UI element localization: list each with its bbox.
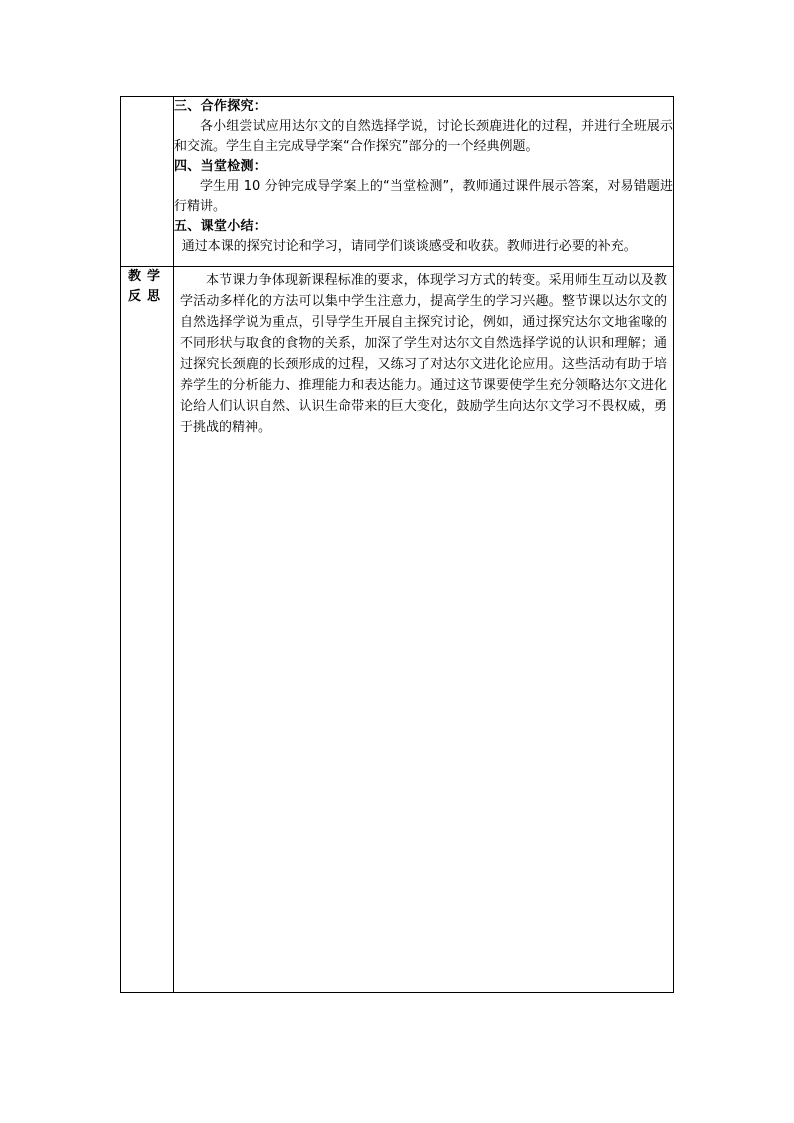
section-4-title: 四、当堂检测：	[174, 159, 268, 174]
teaching-process-row	[121, 97, 674, 267]
process-content-cell	[174, 97, 674, 267]
reflection-label-line2: 反思	[127, 289, 166, 304]
section-3-title: 三、合作探究：	[174, 99, 268, 114]
section-5-text: 通过本课的探究讨论和学习，请同学们谈谈感受和收获。教师进行必要的补充。	[181, 239, 637, 254]
section-4-text: 学生用 10 分钟完成导学案上的“当堂检测”，教师通过课件展示答案，对易错题进行精讲。	[174, 179, 673, 214]
section-5-title: 五、课堂小结：	[174, 219, 268, 234]
lesson-plan-table	[120, 96, 674, 993]
reflection-label-cell	[121, 267, 174, 993]
teaching-reflection-row	[121, 267, 674, 993]
process-label-cell	[121, 97, 174, 267]
reflection-content-cell	[174, 267, 674, 993]
reflection-label-line1: 教学	[127, 269, 166, 284]
reflection-text: 本节课力争体现新课程标准的要求，体现学习方式的转变。采用师生互动以及教学活动多样化的方法可以集中学生注意力，提高学生的学习兴趣。整节课以达尔文的自然选择学说为重点，引导学生开展自主探究讨论，例如，通过探究达尔文地雀喙的不同形状与取食的食物的关系，加深了学生对达尔文自然选择学说的认识和理解；通过探究长颈鹿的长颈形成的过程，又练习了对达尔文进化论应用。这些活动有助于培养学生的分析能力、推理能力和表达能力。通过这节课要使学生充分领略达尔文进化论给人们认识自然、认识生命带来的巨大变化，鼓励学生向达尔文学习不畏权威，勇于挑战的精神。	[180, 273, 667, 435]
section-3-text: 各小组尝试应用达尔文的自然选择学说，讨论长颈鹿进化的过程，并进行全班展示和交流。学生自主完成导学案“合作探究”部分的一个经典例题。	[174, 119, 673, 154]
